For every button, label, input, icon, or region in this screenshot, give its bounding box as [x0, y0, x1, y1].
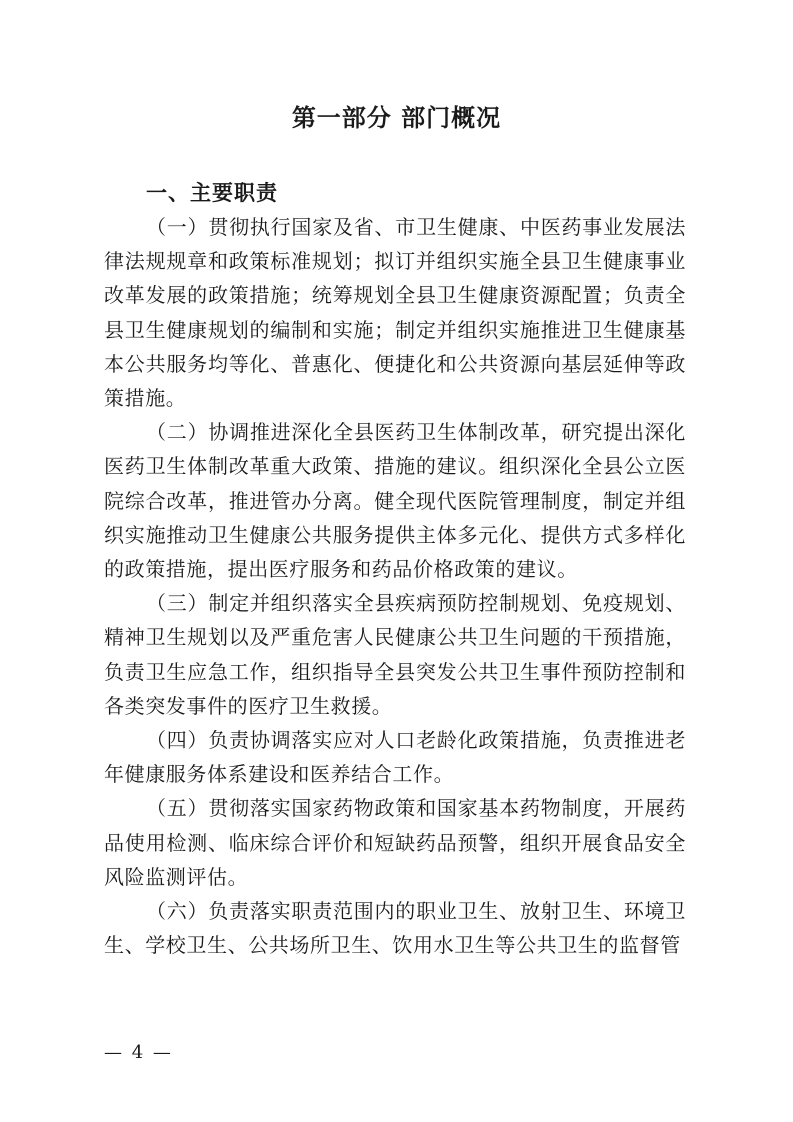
paragraph-4: （四）负责协调落实应对人口老龄化政策措施，负责推进老年健康服务体系建设和医养结合工作。: [104, 728, 686, 787]
page-number: — 4 —: [104, 1042, 173, 1063]
page-title: 第一部分 部门概况: [291, 104, 502, 132]
section-heading: 一、主要职责: [146, 181, 278, 205]
document-body: [104, 210, 686, 962]
paragraph-2: （二）协调推进深化全县医药卫生体制改革，研究提出深化医药卫生体制改革重大政策、措施的建议。组织深化全县公立医院综合改革，推进管办分离。健全现代医院管理制度，制定并组织实施推动卫生健康公共服务提供主体多元化、提供方式多样化的政策措施，提出医疗服务和药品价格政策的建议。: [104, 420, 686, 582]
paragraph-5: （五）贯彻落实国家药物政策和国家基本药物制度，开展药品使用检测、临床综合评价和短缺药品预警，组织开展食品安全风险监测评估。: [104, 796, 686, 889]
paragraph-3: （三）制定并组织落实全县疾病预防控制规划、免疫规划、精神卫生规划以及严重危害人民健康公共卫生问题的干预措施，负责卫生应急工作，组织指导全县突发公共卫生事件预防控制和各类突发事件的医疗卫生救援。: [104, 591, 686, 718]
paragraph-6: （六）负责落实职责范围内的职业卫生、放射卫生、环境卫生、学校卫生、公共场所卫生、饮用水卫生等公共卫生的监督管: [104, 899, 686, 958]
paragraph-1: （一）贯彻执行国家及省、市卫生健康、中医药事业发展法律法规规章和政策标准规划；拟订并组织实施全县卫生健康事业改革发展的政策措施；统筹规划全县卫生健康资源配置；负责全县卫生健康规划的编制和实施；制定并组织实施推进卫生健康基本公共服务均等化、普惠化、便捷化和公共资源向基层延伸等政策措施。: [104, 215, 686, 411]
